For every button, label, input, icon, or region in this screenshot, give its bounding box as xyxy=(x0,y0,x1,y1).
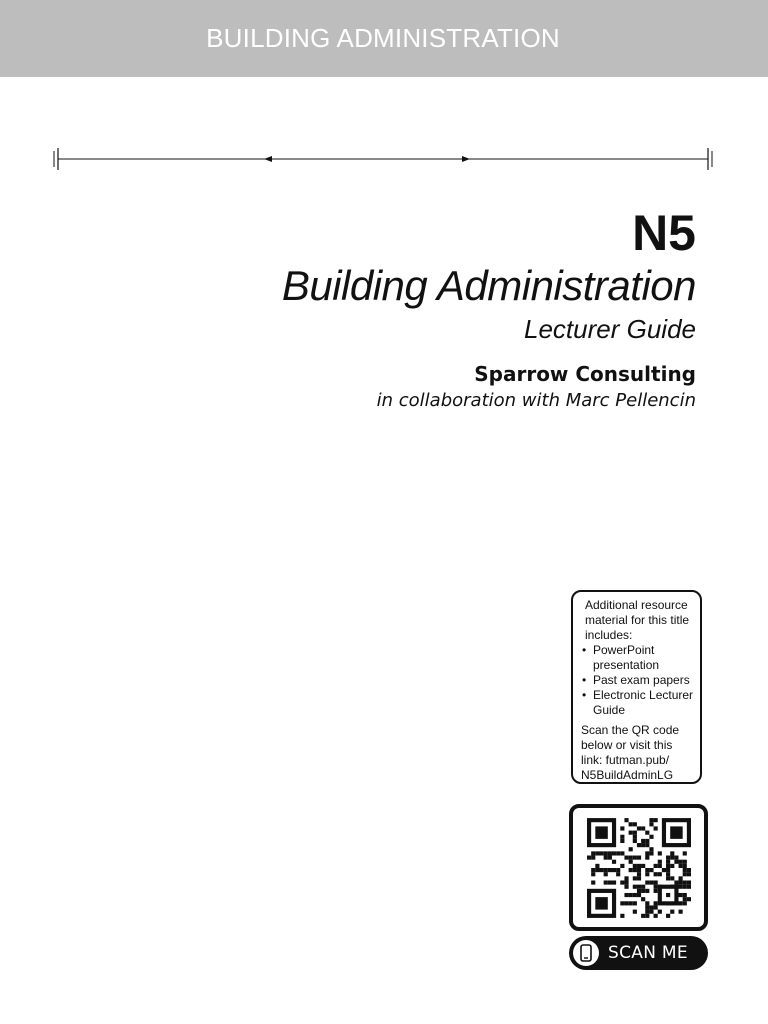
phone-icon xyxy=(573,940,599,966)
qr-code-icon[interactable] xyxy=(587,818,691,918)
collaboration-note: in collaboration with Marc Pellencin xyxy=(376,390,696,411)
resource-box xyxy=(571,590,702,784)
resource-item-label: Past exam papers xyxy=(593,673,690,687)
bullet: • xyxy=(582,673,587,687)
ruler-line xyxy=(50,143,718,173)
resource-item-label: PowerPoint presentation xyxy=(593,643,660,672)
resource-list xyxy=(581,643,696,718)
scan-instructions: Scan the QR code below or visit this link: futman.pub/ N5BuildAdminLG xyxy=(581,723,680,782)
banner-title: BUILDING ADMINISTRATION xyxy=(206,23,560,53)
title-block xyxy=(282,205,696,413)
level-title: N5 xyxy=(632,205,696,261)
bullet: • xyxy=(582,643,587,657)
list-item xyxy=(581,643,696,673)
list-item xyxy=(581,673,696,688)
bullet: • xyxy=(582,688,587,702)
scan-me-label: SCAN ME xyxy=(608,943,688,963)
guide-type: Lecturer Guide xyxy=(524,314,696,344)
resource-item-label: Electronic Lecturer Guide xyxy=(593,688,694,717)
subject-title: Building Administration xyxy=(281,262,696,309)
qr-frame[interactable] xyxy=(569,804,708,931)
resource-intro: Additional resource material for this title includes: xyxy=(585,598,690,642)
scan-me-badge[interactable] xyxy=(569,936,708,970)
author-name: Sparrow Consulting xyxy=(474,362,696,386)
header-banner xyxy=(0,0,768,77)
list-item xyxy=(581,688,696,718)
